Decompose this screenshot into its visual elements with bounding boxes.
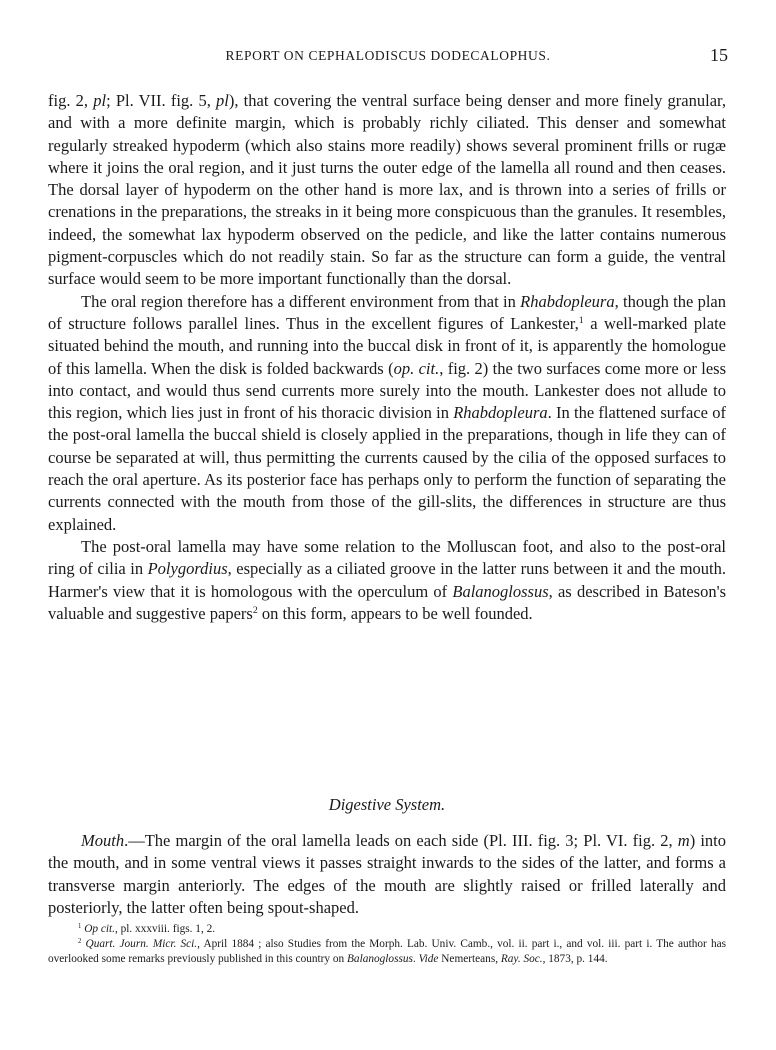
footnote-2: $^2$ Quart. Journ. Micr. Sci., April 1884 ; also Studies from the Morph. Lab. Univ. Camb., vol. ii. part i., and vol. iii. part i. The author has overlooked some remarks previously published in this country on Balanoglossus. Vide Nemerteans, Ray. Soc., 1873, p. 144. — [48, 938, 727, 966]
section-heading: Digestive System. — [328, 795, 446, 814]
body-text — [48, 90, 726, 625]
footnotes — [48, 922, 726, 968]
paragraph-oral-region: The oral region therefore has a different environment from that in Rhabdopleura, though the plan of structure follows parallel lines. Thus in the excellent figures of Lankester,$^1$ a well-marked plate situated behind the mouth, and running into the buccal disk in front of it, is apparently the homologue of this lamella. When the disk is folded backwards (op. cit., fig. 2) the two surfaces come more or less into contact, and would thus send currents more surely into the mouth. Lankester does not allude to this region, which lies just in front of his thoracic division in Rhabdopleura. In the flattened surface of the post-oral lamella the buccal shield is closely applied in the preparations, though in life they can of course be separated at will, thus permitting the currents caused by the cilia of the opposed surfaces to reach the oral aperture. As its posterior face has perhaps only to perform the function of separating the currents connected with the mouth from those of the gill-slits, the differences in structure are thus explained. — [48, 291, 727, 534]
paragraph-post-oral-lamella: The post-oral lamella may have some relation to the Molluscan foot, and also to the post-oral ring of cilia in Polygordius, especially as a ciliated groove in the latter runs between it and the mouth. Harmer's view that it is homologous with the operculum of Balanoglossus, as described in Bateson's valuable and suggestive papers$^2$ on this form, appears to be well founded. — [48, 536, 727, 623]
footnote-ref-1: 1 — [578, 315, 584, 327]
page-number: 15 — [710, 45, 728, 65]
footnote-ref-2: 2 — [252, 604, 258, 616]
paragraph-mouth: Mouth.—The margin of the oral lamella leads on each side (Pl. III. fig. 3; Pl. VI. fig. 2, m) into the mouth, and in some ventral views it passes straight inwards to the sides of the latter, and forms a transverse margin anteriorly. The edges of the mouth are slightly raised or frilled laterally and posteriorly, the latter often being spout-shaped. — [48, 831, 726, 917]
paragraph-continued: fig. 2, pl; Pl. VII. fig. 5, pl), that covering the ventral surface being denser and more finely granular, and with a more definite margin, which is probably richly ciliated. This denser and somewhat regularly streaked hypoderm (which also stains more readily) shows several prominent frills or rugæ where it joins the oral region, and it just turns the outer edge of the lamella all round and then ceases. The dorsal layer of hypoderm on the other hand is more lax, and is thrown into a series of frills or crenations in the preparations, the streaks in it being more conspicuous than the granules. It resembles, indeed, the somewhat lax hypoderm observed on the pedicle, and like the latter contains numerous pigment-corpuscles which do not readily stain. So far as the structure can form a guide, the ventral surface would seem to be more important functionally than the dorsal. — [48, 91, 726, 289]
running-title: REPORT ON CEPHALODISCUS DODECALOPHUS. — [225, 48, 551, 63]
page-header — [48, 44, 728, 70]
footnote-1: $^1$ Op cit., pl. xxxviii. figs. 1, 2. — [78, 922, 216, 935]
